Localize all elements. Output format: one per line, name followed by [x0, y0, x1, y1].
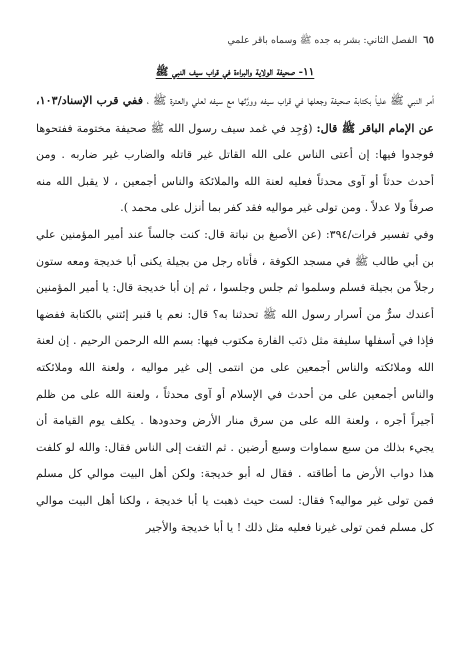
section-title-text: ١١- صحيفة الولاية والبراءة في قراب سيف النبي ﷺ [155, 66, 315, 78]
paragraph-1-source: ففي قرب الإسناد/١٠٣، عن الإمام الباقر ﷺ قال: [36, 93, 434, 135]
section-title [36, 66, 434, 81]
paragraph-2-text: وفي تفسير فرات/٣٩٤: (عن الأصبغ بن نباتة قال: كنت جالساً عند أمير المؤمنين علي بن أبي طالب ﷺ في مسجد الكوفة ، فأتاه رجل من بجيلة يكنى أبا خديجة ومعه ستون رجلاً من بجيلة فسلم وسلموا ثم جلس وجلسوا ، ثم إن أبا خديجة قال: يا أمير المؤمنين أعندك سرٌّ من أسرار رسول الله ﷺ تحدثنا به؟ قال: نعم يا قنبر إئتني بالكتابة ففضها فإذا في أسفلها سليفة مثل ذنَب الفارة مكتوب فيها: بسم الله الرحمن الرحيم . إن لعنة الله وملائكته والناس أجمعين على من انتمى إلى غير مواليه ، ولعنة الله وملائكته والناس أجمعين على من أحدث في الإسلام أو آوى محدثاً ، ولعنة الله على من ظلم أجيراً أجره ، ولعنة الله على من سرق منار الأرض وحدودها . يكلف يوم القيامة أن يجيء بذلك من سبع سماوات وسبع أرضين . ثم التفت إلى الناس فقال: والله لو كلفت هذا دواب الأرض ما أطاقته . فقال له أبو خديجة: ولكن أهل البيت موالي كل مسلم فمن تولى غير مواليه؟ فقال: لست حيث ذهبت يا أبا خديجة ، ولكنا أهل البيت موالي كل مسلم فمن تولى غيرنا فعليه مثل ذلك ! يا أبا خديجة والأجير [36, 227, 434, 534]
running-header [36, 30, 434, 52]
paragraph-2 [36, 222, 434, 541]
page-number: ٦٥ [423, 35, 434, 46]
document-page [36, 30, 434, 660]
paragraph-1 [36, 87, 434, 222]
paragraph-1-quote: (وُجِد في غمد سيف رسول الله ﷺ صحيفة مختومة ففتحوها فوجدوا فيها: إن أعتى الناس على الله القاتل غير قاتله والضارب غير ضاربه . ومن أحدث حدثاً أو آوى محدثاً فعليه لعنة الله والملائكة والناس أجمعين ، لا يقبل الله منه صرفاً ولا عدلاً . ومن تولى غير مواليه فقد كفر بما أنزل على محمد ). [36, 121, 434, 215]
paragraph-1-intro: أمر النبي ﷺ علياً بكتابة صحيفة وجعلها في قراب سيفه وورَّثها مع سيفه لعلي والعترة ﷺ ، [143, 94, 435, 107]
body-text [36, 87, 434, 541]
running-title: الفصل الثاني: بشر به جده ﷺ وسماه باقر علمي [227, 35, 418, 46]
